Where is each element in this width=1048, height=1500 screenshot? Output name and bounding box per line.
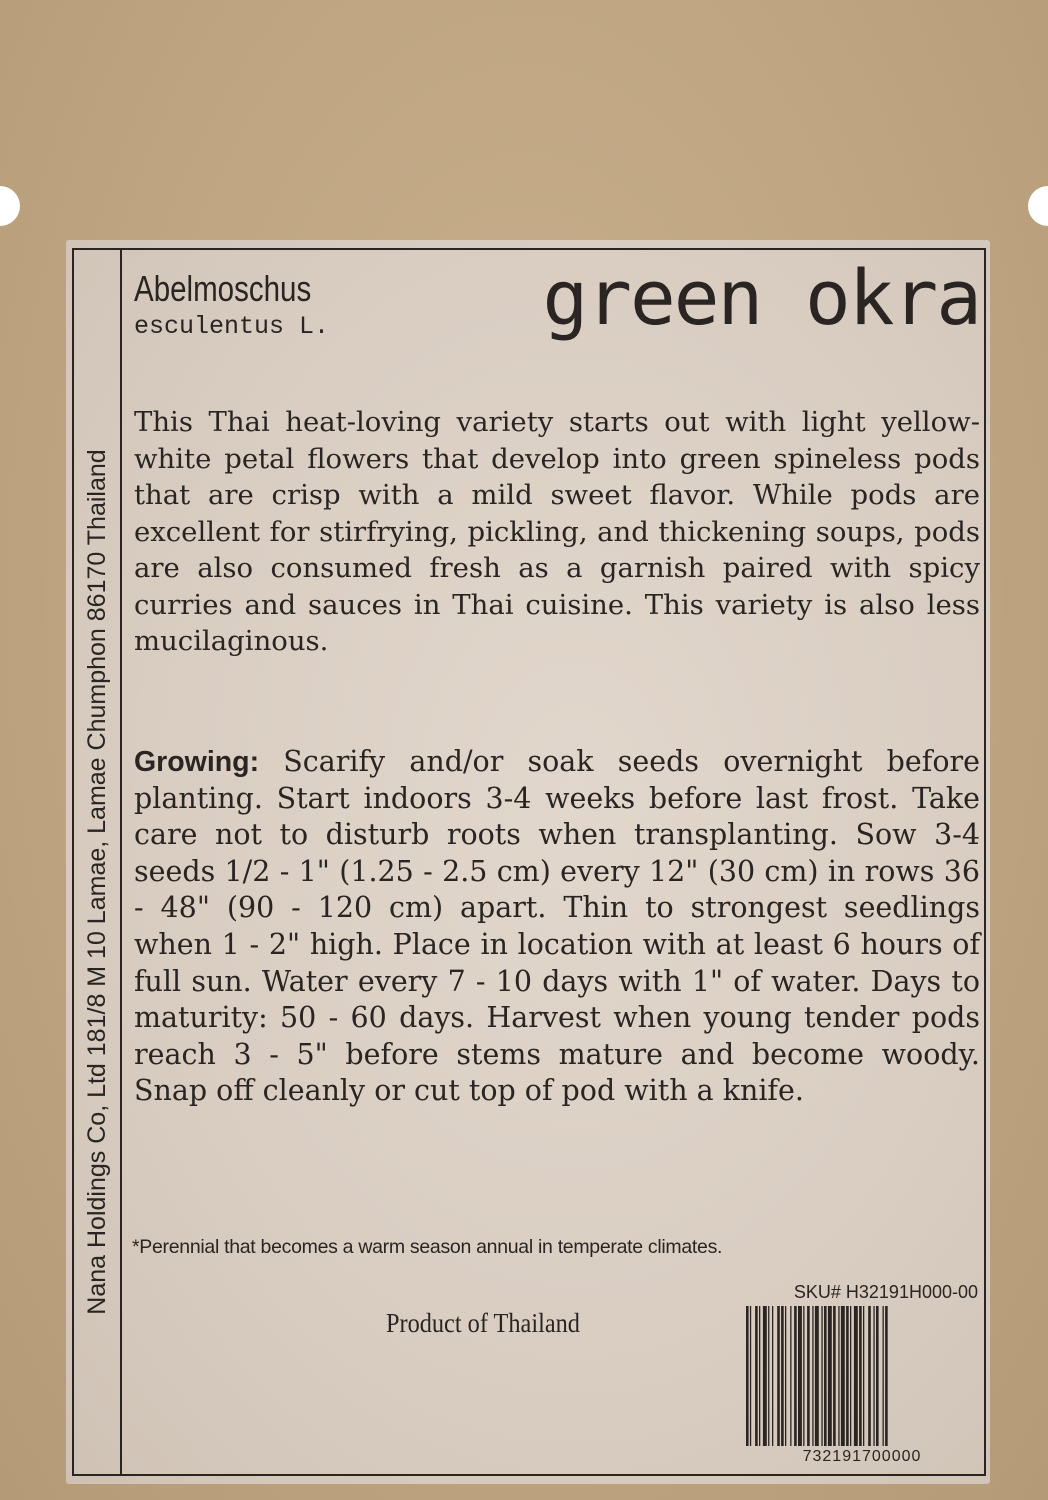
product-origin: Product of Thailand [386, 1308, 580, 1338]
company-address: Nana Holdings Co, Ltd 181/8 M 10 Lamae, Lamae Chumphon 86170 Thailand [83, 449, 111, 1315]
species-name: esculentus L. [134, 312, 330, 341]
description-text: This Thai heat-loving variety starts out with light yellow-white petal flowers that develop into green spineless pods that are crisp with a mild sweet flavor. While pods are excellent for stirfrying, pickling, and thickening soups, pods are also consumed fresh as a garnish paired with spicy curries and sauces in Thai cuisine. This variety is also less mucilaginous. [134, 406, 980, 657]
scientific-name [134, 266, 350, 342]
side-divider-line [120, 250, 122, 1474]
genus-name: Abelmoschus [134, 268, 312, 309]
tear-notch-right [1028, 186, 1048, 226]
tear-notch-left [0, 186, 20, 226]
growing-label: Growing: [134, 746, 260, 778]
growing-text: Scarify and/or soak seeds overnight before planting. Start indoors 3-4 weeks before last frost. Take care not to disturb roots when transplanting. Sow 3-4 seeds 1/2 - 1" (1.25 - 2.5 cm) every 12" (30 cm) in rows 36 - 48" (90 - 120 cm) apart. Thin to strongest seedlings when 1 - 2" high. Place in location with at least 6 hours of full sun. Water every 7 - 10 days with 1" of water. Days to maturity: 50 - 60 days. Harvest when young tender pods reach 3 - 5" before stems mature and become woody. Snap off cleanly or cut top of pod with a knife. [134, 745, 980, 1108]
sku-code: SKU# H32191H000-00 [793, 1282, 978, 1302]
label-frame [72, 248, 986, 1476]
barcode [744, 1306, 978, 1446]
footnote: *Perennial that becomes a warm season annual in temperate climates. [132, 1236, 723, 1258]
growing-instructions [134, 744, 980, 1110]
product-title: green okra [542, 253, 980, 342]
barcode-number: 732191700000 [802, 1448, 922, 1465]
